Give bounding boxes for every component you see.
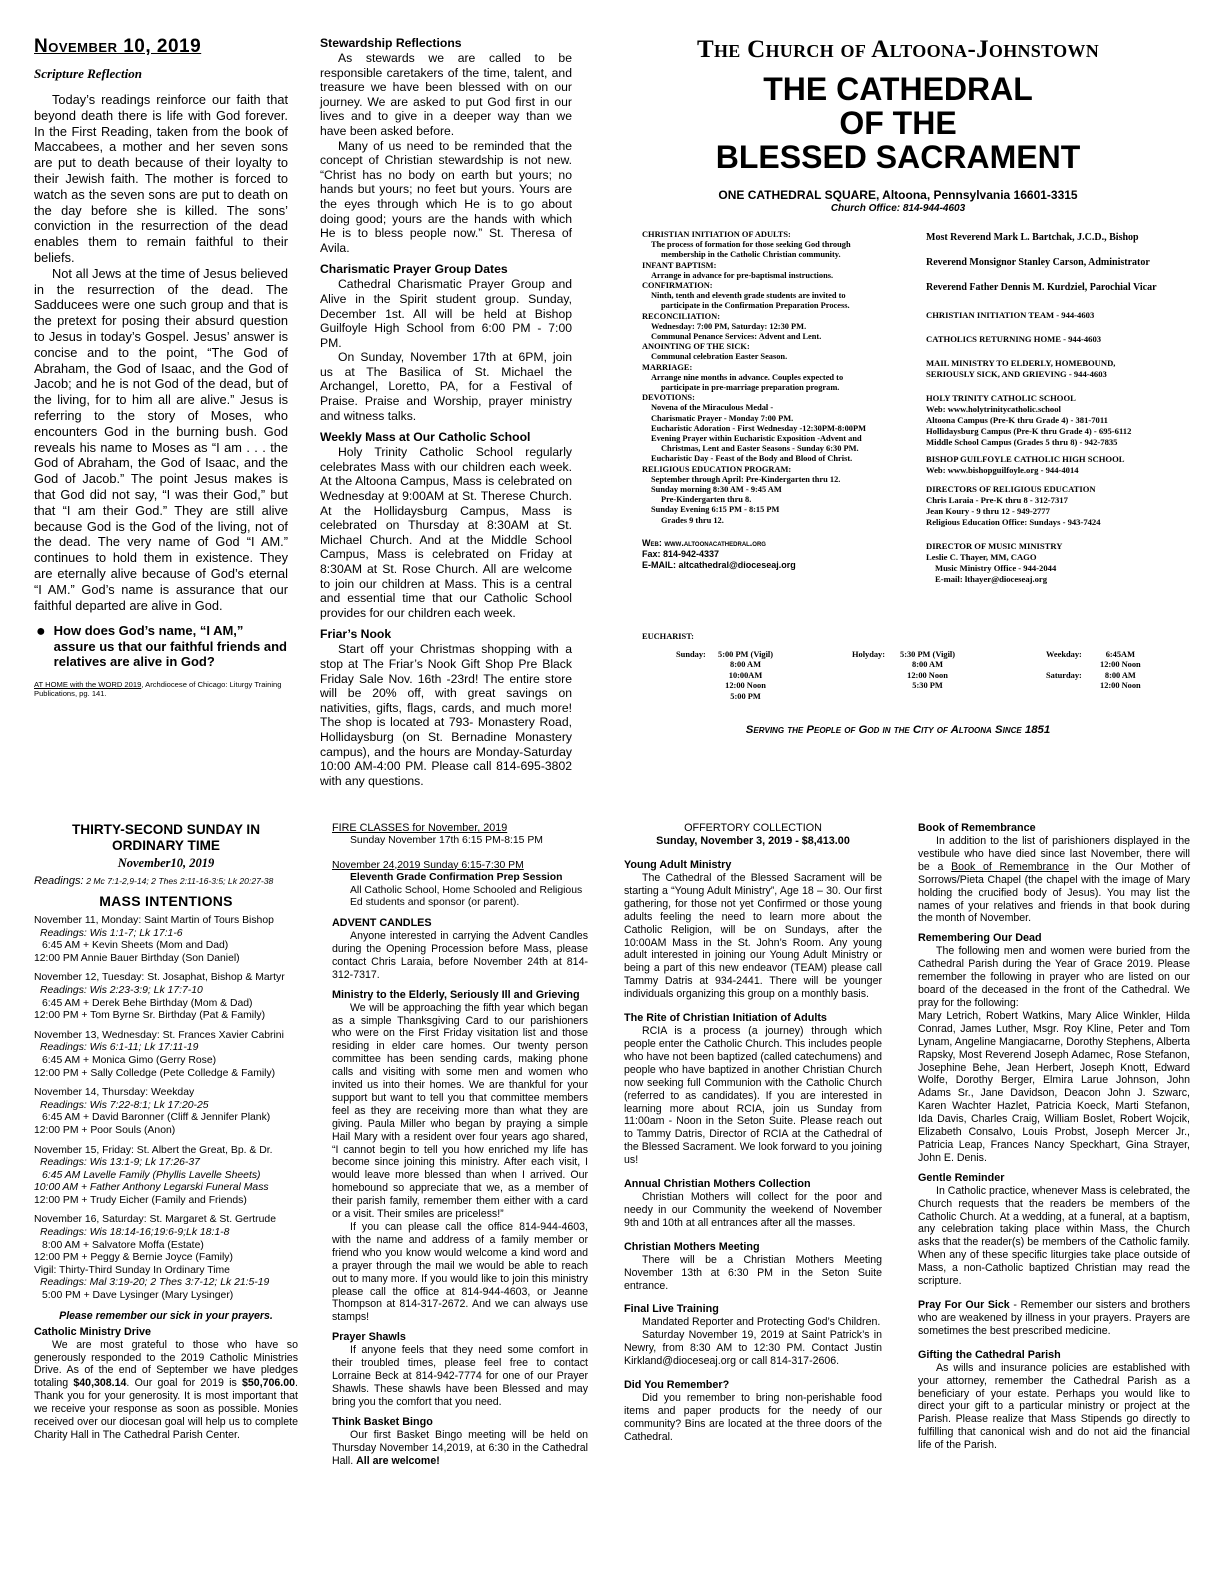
book-of-remembrance-heading: Book of Remembrance [918, 822, 1036, 834]
sacrament-heading: INFANT BAPTISM: [642, 260, 717, 270]
directory-heading: HOLY TRINITY CATHOLIC SCHOOL [926, 392, 1076, 403]
ministry-drive-text-2: . Our goal for 2019 is [126, 1377, 243, 1390]
sacrament-detail: Christmas, Lent and Easter Seasons - Sunday 6:30 PM. [661, 444, 859, 454]
gentle-reminder-paragraph: In Catholic practice, whenever Mass is celebrated, the Church requests that the readers be members of the Catholic Church. At a wedding, at a funeral, at a baptism, any celebration taking place within Mass, the Church asks that the reader(s) be members of the Catholic family. When any of these specific liturgies take place outside of Mass, a non-Catholic baptized Christian may read the scripture. [918, 1184, 1190, 1288]
directory-line: Jean Koury - 9 thru 12 - 949-2777 [926, 505, 1050, 516]
church-office-phone: Church Office: 814-944-4603 [830, 203, 966, 214]
directory-group [926, 358, 1186, 380]
sacrament-detail: participate in the Confirmation Preparation Process. [661, 301, 850, 311]
ministry-drive-text-3: . Thank you for your generosity. It is most important that we receive your response as soon as possible. Monies received over our diocesan goal will help us to complete Charity Hall in The Cathedral Parish Center. [34, 1377, 298, 1441]
announcements-column-1 [332, 822, 588, 1468]
directory-line: Chris Laraia - Pre-K thru 8 - 312-7317 [926, 494, 1068, 505]
mothers-collection-paragraph: Christian Mothers will collect for the poor and needy in our Community the weekend of November 9th and 10th at all entrances after all the masses. [624, 1191, 882, 1229]
directory-group [926, 541, 1186, 585]
mass-day [34, 915, 298, 965]
mass-intentions-heading: MASS INTENTIONS [99, 893, 233, 909]
directory-line[interactable]: Web: www.holytrinitycatholic.school [926, 403, 1061, 414]
mass-intention: 6:45 AM + Kevin Sheets (Mom and Dad) [42, 940, 229, 952]
rcia-paragraph: RCIA is a process (a journey) through which people enter the Catholic Church. This includes people who have not been baptized (called catechumens) and people who have baptized in another Christian Church now seeking full Communion with the Catholic Church (referred to as candidates). If you are interested in learning more about RCIA, join us Sunday from 11:00am - Noon in the Seton Suite. Please reach out to Tammy Datris, Director of RCIA at the Cathedral of the Blessed Sacrament. We look forward to you joining us! [624, 1025, 882, 1167]
book-of-remembrance-link: Book of Remembrance [951, 860, 1069, 873]
sacrament-detail: September through April: Pre-Kindergarten thru 12. [651, 474, 841, 484]
sacrament-detail: Eucharistic Day - Feast of the Body and Blood of Christ. [651, 454, 853, 464]
scripture-reflection-subtitle: Scripture Reflection [34, 66, 142, 81]
mass-intention: 6:45 AM + David Baronner (Cliff & Jennifer Plank) [42, 1112, 271, 1124]
book-text-1: In addition to the list of parishioners displayed in the vestibule who have died since last November, there will be a [918, 835, 1190, 873]
prayer-shawls-paragraph: If anyone feels that they need some comfort in their troubled times, please feel free to contact Lorraine Beck at 814-942-7774 for one of our Prayer Shawls. These shawls have been Blessed and may bring you the comfort that you need. [332, 1344, 588, 1408]
sacrament-heading: RELIGIOUS EDUCATION PROGRAM: [642, 464, 792, 474]
directory-line: Leslie C. Thayer, MM, CAGO [926, 551, 1037, 562]
sacrament-detail: membership in the Catholic Christian community. [661, 250, 841, 260]
mass-intention: 12:00 PM + Poor Souls (Anon) [34, 1124, 176, 1136]
sacrament-detail: Novena of the Miraculous Medal - [651, 403, 774, 413]
directory-line[interactable]: E-mail: lthayer@dioceseaj.org [935, 573, 1048, 584]
directory-heading: DIRECTORS OF RELIGIOUS EDUCATION [926, 483, 1096, 494]
eucharist-holyday-label: Holyday: [852, 650, 886, 659]
announcements-column-2 [624, 822, 882, 1444]
mothers-meeting-paragraph: There will be a Christian Mothers Meeting November 13th at 6:30 PM in the Seton Suite entrance. [624, 1253, 882, 1292]
remembering-dead-paragraph: The following men and women were buried from the Cathedral Parish during the Year of Grace 2019. Please remember the following in prayer who are listed on our board of the deceased in the front of the Cathedral. We pray for the following: [918, 945, 1190, 1009]
mass-day-title: November 12, Tuesday: St. Josaphat, Bishop & Martyr [34, 972, 285, 984]
ministry-drive-goal: $50,706.00 [242, 1377, 296, 1390]
eucharist-label: EUCHARIST: [642, 632, 694, 641]
directory-line: Religious Education Office: Sundays - 943-7424 [926, 516, 1101, 527]
sacrament-detail: Wednesday: 7:00 PM, Saturday: 12:30 PM. [651, 321, 807, 331]
sacrament-heading: ANOINTING OF THE SICK: [642, 342, 750, 352]
mass-day-title: November 16, Saturday: St. Margaret & St. Gertrude [34, 1214, 276, 1226]
directory-group [926, 454, 1186, 476]
charismatic-paragraph-2: On Sunday, November 17th at 6PM, join us at The Basilica of St. Michael the Archangel, Loretto, PA, for a Festival of Praise. Praise and Worship, prayer ministry and witness talks. [320, 350, 572, 423]
sacrament-detail: Eucharistic Adoration - First Wednesday -12:30PM-8:00PM [651, 423, 867, 433]
mass-day [34, 972, 298, 1022]
directory-group [926, 393, 1186, 448]
sacrament-detail: Sunday morning 8:30 AM - 9:45 AM [651, 485, 782, 495]
directory-line: Altoona Campus (Pre-K thru Grade 4) - 381-7011 [926, 414, 1108, 425]
elderly-ministry-heading: Ministry to the Elderly, Seriously Ill and Grieving [332, 988, 580, 1001]
mass-day-readings: Readings: Wis 7:22-8:1; Lk 17:20-25 [40, 1099, 209, 1111]
stewardship-heading: Stewardship Reflections [320, 36, 462, 50]
liturgical-sunday-title: THIRTY-SECOND SUNDAY IN ORDINARY TIME [71, 822, 261, 853]
gifting-heading: Gifting the Cathedral Parish [918, 1348, 1061, 1361]
sacrament-detail: Arrange in advance for pre-baptismal instructions. [651, 270, 834, 280]
charismatic-heading: Charismatic Prayer Group Dates [320, 262, 508, 277]
basket-bingo-welcome: All are welcome! [356, 1454, 440, 1467]
sacraments-list [642, 230, 914, 526]
did-you-remember-heading: Did You Remember? [624, 1379, 730, 1392]
offertory-amount: Sunday, November 3, 2019 - $8,413.00 [656, 835, 850, 847]
ministry-drive-paragraph [34, 1339, 298, 1442]
elderly-ministry-paragraph-2: If you can please call the office 814-944-4603, with the name and address of a family member or friend who you know would welcome a kind word and a prayer through the mail we would be able to reach out to many more. If you would like to join this ministry please call the office at 814-944-4603, or Jeanne Thompson at 814-317-2672. And we can always use stamps! [332, 1221, 588, 1324]
mass-time: 10:00AM [728, 670, 763, 680]
mass-day [34, 1145, 298, 1208]
mass-intention: 10:00 AM + Father Anthony Legarski Funeral Mass [34, 1182, 269, 1194]
reflection-question-text: How does God’s name, “I AM,” assure us that our faithful friends and relatives are alive in God? [53, 623, 287, 670]
reflection-paragraph-1: Today’s readings reinforce our faith that beyond death there is life with God forever. In the First Reading, taken from the book of Maccabees, a mother and her seven sons are put to death because of their loyalty to their Jewish faith. The mother is forced to watch as the seven sons are put to death on the day before she is killed. The sons’ conviction in the resurrection of the dead enables them to remain faithful to their beliefs. [34, 92, 288, 265]
directory-list [926, 310, 1186, 585]
parish-fax: Fax: 814-942-4337 [642, 548, 720, 559]
stewardship-paragraph-1: As stewards we are called to be responsible caretakers of the time, talent, and treasure we have been blessed with on our journey. We are asked to put God first in our lives and to give in a deeper way than we have been asked before. [320, 51, 572, 138]
directory-line: Hollidaysburg Campus (Pre-K thru Grade 4) - 695-6112 [926, 425, 1132, 436]
sacrament-detail: The process of formation for those seeking God through [651, 240, 851, 250]
deceased-list: Mary Letrich, Robert Watkins, Mary Alice Winkler, Hilda Conrad, James Luther, Msgr. Roy Kline, Peter and Tom Lynam, Angeline Mangiacarne, Dorothy Stephens, Alberta Rapsky, Most Reverend Joseph Adamec, Rose Stefanon, Josephine Behe, Jean Herbert, Joseph Knott, Edward Wolfe, Dorothy Berger, Elmira Larue Johnson, John Adams Sr., Jane Davidson, Deacon John J. Szwarc, Karen Wachter Hazlet, Patricia Koeck, Marti Stefanon, Ida Davis, Charles Craig, William Boslet, Robert Wojcik, Elizabeth Consalvo, Louis Probst, Joseph Mercer Jr., Patricia Leap, Frances Nancy Speckhart, Gina Strayer, John E. Denis. [918, 1009, 1190, 1164]
mass-intention: 6:45 AM + Derek Behe Birthday (Mom & Dad) [42, 997, 253, 1009]
live-training-paragraph-2: Saturday November 19, 2019 at Saint Patrick’s in Newry, from 8:30 AM to 12:30 PM. Contact Justin Kirkland@dioceseaj.org or call 814-317-2606. [624, 1329, 882, 1368]
cathedral-title-line-3: BLESSED SACRAMENT [715, 139, 1081, 175]
eucharist-weekday-label: Weekday: [1046, 650, 1082, 659]
fire-classes-heading: FIRE CLASSES for November, 2019 [332, 822, 508, 834]
directory-line: Middle School Campus (Grades 5 thru 8) - 942-7835 [926, 436, 1118, 447]
mass-day [34, 1087, 298, 1137]
offertory-heading: OFFERTORY COLLECTION [684, 822, 822, 834]
serving-tagline: Serving the People of God in the City of Altoona Since 1851 [745, 724, 1051, 736]
basket-bingo-paragraph [332, 1429, 588, 1468]
mass-intention: 5:00 PM + Dave Lysinger (Mary Lysinger) [42, 1290, 234, 1302]
mass-time: 5:00 PM [730, 691, 761, 701]
clergy-vicar: Reverend Father Dennis M. Kurdziel, Parochial Vicar [926, 282, 1157, 294]
mass-day-title: November 11, Monday: Saint Martin of Tours Bishop [34, 915, 274, 926]
sunday-readings [34, 875, 298, 887]
sunday-readings-label: Readings: [34, 875, 84, 887]
sacrament-heading: DEVOTIONS: [642, 393, 695, 403]
ministry-drive-heading: Catholic Ministry Drive [34, 1325, 151, 1338]
school-mass-heading: Weekly Mass at Our Catholic School [320, 430, 531, 445]
directory-heading: CATHOLICS RETURNING HOME - 944-4603 [926, 333, 1102, 344]
gentle-reminder-heading: Gentle Reminder [918, 1171, 1005, 1184]
mass-time: 6:45AM [1105, 650, 1136, 659]
fire-classes-date-1: Sunday November 17th 6:15 PM-8:15 PM [350, 835, 543, 846]
mass-day [34, 1030, 298, 1080]
reflection-question [34, 623, 288, 670]
sacrament-detail: Pre-Kindergarten thru 8. [661, 495, 752, 505]
basket-bingo-heading: Think Basket Bingo [332, 1415, 433, 1428]
advent-candles-paragraph: Anyone interested in carrying the Advent Candles during the Opening Procession before Mass, please contact Chris Laraia, before November 24th at 814-312-7317. [332, 929, 588, 981]
ministry-drive-pledged: $40,308.14 [73, 1377, 127, 1390]
announcements-column-3 [918, 822, 1190, 1452]
advent-candles-heading: ADVENT CANDLES [332, 916, 432, 929]
book-text-2: in the Our Mother of Sorrows/Pieta Chapel (the chapel with the image of Mary holding the crucified body of Jesus). You may list the names of your relatives and friends in that book during the month of November. [918, 860, 1191, 925]
eucharist-holyday-times [900, 650, 955, 692]
sacrament-heading: CONFIRMATION: [642, 281, 713, 291]
mass-time: 8:00 AM [1104, 671, 1136, 680]
mass-intention: 12:00 PM + Tom Byrne Sr. Birthday (Pat & Family) [34, 1010, 266, 1022]
fire-classes-date-2: November 24,2019 Sunday 6:15-7:30 PM [332, 859, 524, 871]
sacraments-info [642, 230, 914, 571]
sacrament-detail: Arrange nine months in advance. Couples expected to [651, 372, 844, 382]
gifting-paragraph: As wills and insurance policies are established with your attorney, remember the Cathedral Parish as a beneficiary of your estate. Perhaps you would like to direct your gift to a particular ministry or project at the Parish. Please realize that Mass Stipends go directly to fulfilling that canonical wish and do not aid the financial life of the Parish. [918, 1361, 1190, 1452]
charismatic-paragraph-1: Cathedral Charismatic Prayer Group and Alive in the Spirit student group. Sunday, December 1st. All will be held at Bishop Guilfoyle High School from 6:00 PM - 7:00 PM. [320, 277, 572, 350]
live-training-heading: Final Live Training [624, 1303, 719, 1316]
mass-intention: Readings: Mal 3:19-20; 2 Thes 3:7-12; Lk 21:5-19 [40, 1277, 270, 1289]
directory-heading: BISHOP GUILFOYLE CATHOLIC HIGH SCHOOL [926, 453, 1125, 464]
mass-days [34, 915, 298, 1303]
pray-for-sick-heading: Pray For Our Sick [918, 1299, 1010, 1311]
ministry-drive-text-1: We are most grateful to those who have so generously responded to the 2019 Catholic Ministries Drive. As of the end of September we have pledges totaling [34, 1338, 298, 1390]
directory-group [926, 484, 1186, 528]
mass-day [34, 1214, 298, 1302]
mass-time: 12:00 Noon [1100, 660, 1141, 670]
sacrament-heading: RECONCILIATION: [642, 311, 721, 321]
sacrament-heading: CHRISTIAN INITIATION OF ADULTS: [642, 230, 791, 239]
sacrament-heading: MARRIAGE: [642, 362, 693, 372]
mass-day-title: November 13, Wednesday: St. Frances Xavier Cabrini [34, 1029, 284, 1041]
stewardship-paragraph-2: Many of us need to be reminded that the concept of Christian stewardship is not new. “Christ has no body on earth but yours; no hands but yours; no feet but yours. Yours are the eyes through which He is to go about doing good; yours are the hands with which He is to bless people now.” St. Theresa of Avila. [320, 138, 572, 255]
sacrament-detail: Communal celebration Easter Season. [651, 352, 788, 362]
pray-for-sick-paragraph [918, 1299, 1190, 1338]
mass-day-title: November 15, Friday: St. Albert the Great, Bp. & Dr. [34, 1144, 273, 1156]
mothers-collection-heading: Annual Christian Mothers Collection [624, 1178, 811, 1191]
sacrament-detail: Communal Penance Services: Advent and Lent. [651, 332, 822, 342]
eucharist-sunday-times [718, 650, 773, 702]
cathedral-title-line-2: OF THE [839, 105, 957, 141]
parish-directory [926, 232, 1186, 598]
sacrament-detail: Ninth, tenth and eleventh grade students are invited to [651, 291, 846, 301]
reflection-paragraph-2: Not all Jews at the time of Jesus believed in the resurrection of the dead. The Sadducees were one such group and that is the pretext for posing their absurd question to Jesus in today’s Gospel. Jesus’ answer is concise and to the point, “The God of Abraham, the God of Isaac, and the God of Jacob; and he is not God of the dead, but of the living, for to him all are alive.” Jesus is referring to the story of Moses, who encounters God in the burning bush. God reveals his name to Moses as “I am . . . the God of Abraham, the God of Isaac, and the God of Jacob.” The point Jesus makes is that God did not say, “I was their God,” but that “I am their God.” They are still alive because God is the God of the living, not of the dead. The very name of God “I AM.” continues to hold them in existence. They are eternally alive because of God’s eternal “I AM.” God’s name is assurance that our faithful departed are alive in God. [34, 265, 288, 613]
stewardship-column [320, 36, 572, 788]
remembering-dead-heading: Remembering Our Dead [918, 932, 1042, 945]
sacrament-detail: participate in pre-marriage preparation program. [661, 383, 840, 393]
friars-nook-paragraph: Start off your Christmas shopping with a stop at The Friar’s Nook Gift Shop Pre Black Friday Sale Nov. 16th -23rd! The entire store will be 20% off, with great savings on nativities, gifts, flags, cards, and much more! The shop is located at 793- Monastery Road, Hollidaysburg (on St. Bernadine Monastery campus), and the hours are Monday-Saturday 10:00 AM-4:00 PM. Please call 814-695-3802 with any questions. [320, 642, 572, 788]
citation-rest: , Archdiocese of Chicago: Liturgy Training Publications, pg. 141. [34, 679, 282, 699]
live-training-paragraph-1: Mandated Reporter and Protecting God’s Children. [642, 1316, 881, 1329]
sacrament-detail: Evening Prayer within Eucharistic Exposition -Advent and [651, 434, 862, 444]
sunday-readings-text: 2 Mc 7:1-2,9-14; 2 Thes 2:11-16-3:5; Lk 20:27-38 [86, 876, 274, 886]
clergy-bishop: Most Reverend Mark L. Bartchak, J.C.D., Bishop [926, 232, 1139, 243]
clergy-administrator: Reverend Monsignor Stanley Carson, Administrator [926, 257, 1150, 269]
young-adult-heading: Young Adult Ministry [624, 859, 732, 871]
mass-day-readings: Readings: Wis 1:1-7; Lk 17:1-6 [40, 927, 183, 939]
mass-day-readings: Readings: Wis 13:1-9; Lk 17:26-37 [40, 1157, 200, 1169]
sick-prayer-note: Please remember our sick in your prayers. [59, 1309, 273, 1322]
mass-day-title: November 14, Thursday: Weekday [34, 1087, 195, 1099]
mass-intention: 12:00 PM + Peggy & Bernie Joyce (Family) [34, 1252, 233, 1264]
mass-intention: 12:00 PM + Trudy Eicher (Family and Friends) [34, 1194, 247, 1206]
mass-day-readings: Readings: Wis 2:23-3:9; Lk 17:7-10 [40, 984, 203, 996]
directory-group [926, 310, 1186, 321]
mass-intention: 12:00 PM + Sally Colledge (Pete Colledge & Family) [34, 1067, 276, 1079]
cathedral-header [600, 36, 1196, 214]
mass-intention: 6:45 AM Lavelle Family (Phyllis Lavelle Sheets) [42, 1169, 261, 1181]
liturgical-date: November10, 2019 [117, 856, 215, 870]
friars-nook-heading: Friar’s Nook [320, 627, 392, 642]
mass-day-readings: Readings: Wis 18:14-16;19:6-9;Lk 18:1-8 [40, 1227, 230, 1239]
mass-intention: 8:00 AM + Salvatore Moffa (Estate) [42, 1239, 204, 1251]
directory-heading: MAIL MINISTRY TO ELDERLY, HOMEBOUND, [926, 357, 1116, 368]
mass-day-readings: Readings: Wis 6:1-11; Lk 17:11-19 [40, 1042, 199, 1054]
church-name: The Church of Altoona-Johnstown [696, 36, 1099, 63]
parish-email[interactable]: E-MAIL: altcathedral@dioceseaj.org [642, 559, 796, 570]
eucharist-saturday-label: Saturday: [1046, 671, 1082, 680]
pray-for-sick-text: - Remember our sisters and brothers who are weakened by illness in your prayers. Prayers are sometimes the best prescribed medicine. [918, 1299, 1190, 1337]
prayer-shawls-heading: Prayer Shawls [332, 1331, 406, 1344]
rcia-heading: The Rite of Christian Initiation of Adults [624, 1012, 827, 1025]
mass-intention: Vigil: Thirty-Third Sunday In Ordinary Time [34, 1264, 230, 1276]
fire-classes-audience: All Catholic School, Home Schooled and Religious Ed students and sponsor (or parent). [350, 884, 583, 909]
young-adult-paragraph: The Cathedral of the Blessed Sacrament will be starting a “Young Adult Ministry”, Age 18 – 30. Our first gathering, for those not yet Confirmed or those young adults feeling the need to learn more about the Catholic Religion, will be on Sundays, after the 10:00AM Mass in the St. John’s Room. Any young adult interested in joining our Young Adult Ministry or being a part of this new endeavor (TEAM) please call Tammy Datris at 934-2441. There will be younger individuals organizing this group on a monthly basis. [624, 872, 882, 1001]
eucharist-weekday-times [1100, 650, 1141, 671]
book-of-remembrance-paragraph [918, 835, 1190, 925]
eucharist-sunday-label: Sunday: [676, 650, 706, 659]
sacrament-detail: Grades 9 thru 12. [661, 515, 724, 525]
mass-time: 12:00 Noon [725, 681, 766, 691]
directory-line[interactable]: Web: www.bishopguilfoyle.org - 944-4014 [926, 464, 1079, 475]
cathedral-title-line-1: THE CATHEDRAL [763, 71, 1033, 107]
directory-group [926, 334, 1186, 345]
mass-time: 5:30 PM (Vigil) [900, 650, 956, 659]
mass-time: 8:00 AM [730, 660, 761, 670]
mass-intention: 12:00 PM Annie Bauer Birthday (Son Daniel) [34, 952, 240, 964]
parish-web[interactable]: Web: www.altoonacathedral.org [642, 537, 766, 548]
mass-time: 12:00 Noon [907, 670, 948, 680]
bulletin-date: November 10, 2019 [34, 36, 202, 57]
mass-time: 8:00 AM [912, 660, 943, 670]
school-mass-paragraph: Holy Trinity Catholic School regularly celebrates Mass with our children each week. At the Altoona Campus, Mass is celebrated on Wednesday at 9:00AM at St. Therese Church. At the Hollidaysburg Campus, Mass is celebrated on Thursday at 8:30AM at St. Michael Church. And at the Middle School Campus, Mass is celebrated on Friday at 8:30AM at St. Rose Church. All are welcome to join our children at Mass. This is a central and essential time that our Catholic School provides for our children each week. [320, 445, 572, 620]
eucharist-saturday-times [1100, 671, 1141, 692]
directory-heading: DIRECTOR OF MUSIC MINISTRY [926, 540, 1063, 551]
mothers-meeting-heading: Christian Mothers Meeting [624, 1240, 760, 1253]
bullet-icon: ● [36, 623, 46, 641]
mass-intention: 6:45 AM + Monica Gimo (Gerry Rose) [42, 1054, 217, 1066]
scripture-reflection-column [34, 36, 288, 699]
directory-line: SERIOUSLY SICK, AND GRIEVING - 944-4603 [926, 368, 1107, 379]
did-you-remember-paragraph: Did you remember to bring non-perishable food items and paper products for the needy of our community? Bins are located at the three doors of the Cathedral. [624, 1392, 882, 1443]
cathedral-address: ONE CATHEDRAL SQUARE, Altoona, Pennsylvania 16601-3315 [718, 188, 1078, 202]
eucharist-schedule [642, 632, 1192, 701]
citation [34, 680, 288, 699]
mass-time: 12:00 Noon [1100, 681, 1141, 691]
basket-bingo-text: Our first Basket Bingo meeting will be held on Thursday November 14,2019, at 6:30 in the Cathedral Hall. [332, 1428, 588, 1467]
mass-time: 5:30 PM [912, 681, 943, 691]
citation-source: AT HOME with the WORD 2019 [34, 679, 142, 689]
directory-heading: CHRISTIAN INITIATION TEAM - 944-4603 [926, 309, 1095, 320]
mass-intentions-column [34, 822, 298, 1442]
mass-time: 5:00 PM (Vigil) [718, 650, 774, 659]
fire-classes-session: Eleventh Grade Confirmation Prep Session [350, 872, 563, 884]
elderly-ministry-paragraph-1: We will be approaching the fifth year which began as a simple Thanksgiving Card to our parishioners who were on the First Friday visitation list and those residing in elder care homes. Our twenty person committee has been sending cards, making phone calls and visiting with some men and women who invited us into their homes. We are thankful for your support but want to tell you that committee members feel as they are receiving more than what they are giving. Paula Miller who began by praying a simple Hail Mary with a resident over four years ago shared, “I cannot begin to tell you how enriched my life has become since joining this ministry. After each visit, I would leave more blessed than when I arrived. Our homebound so appreciate that we, as a member of their parish family, remember them either with a card or a visit. Their smiles are priceless!” [332, 1001, 588, 1221]
sacrament-detail: Sunday Evening 6:15 PM - 8:15 PM [651, 505, 780, 515]
sacrament-detail: Charismatic Prayer - Monday 7:00 PM. [651, 413, 794, 423]
directory-line: Music Ministry Office - 944-2044 [935, 562, 1057, 573]
